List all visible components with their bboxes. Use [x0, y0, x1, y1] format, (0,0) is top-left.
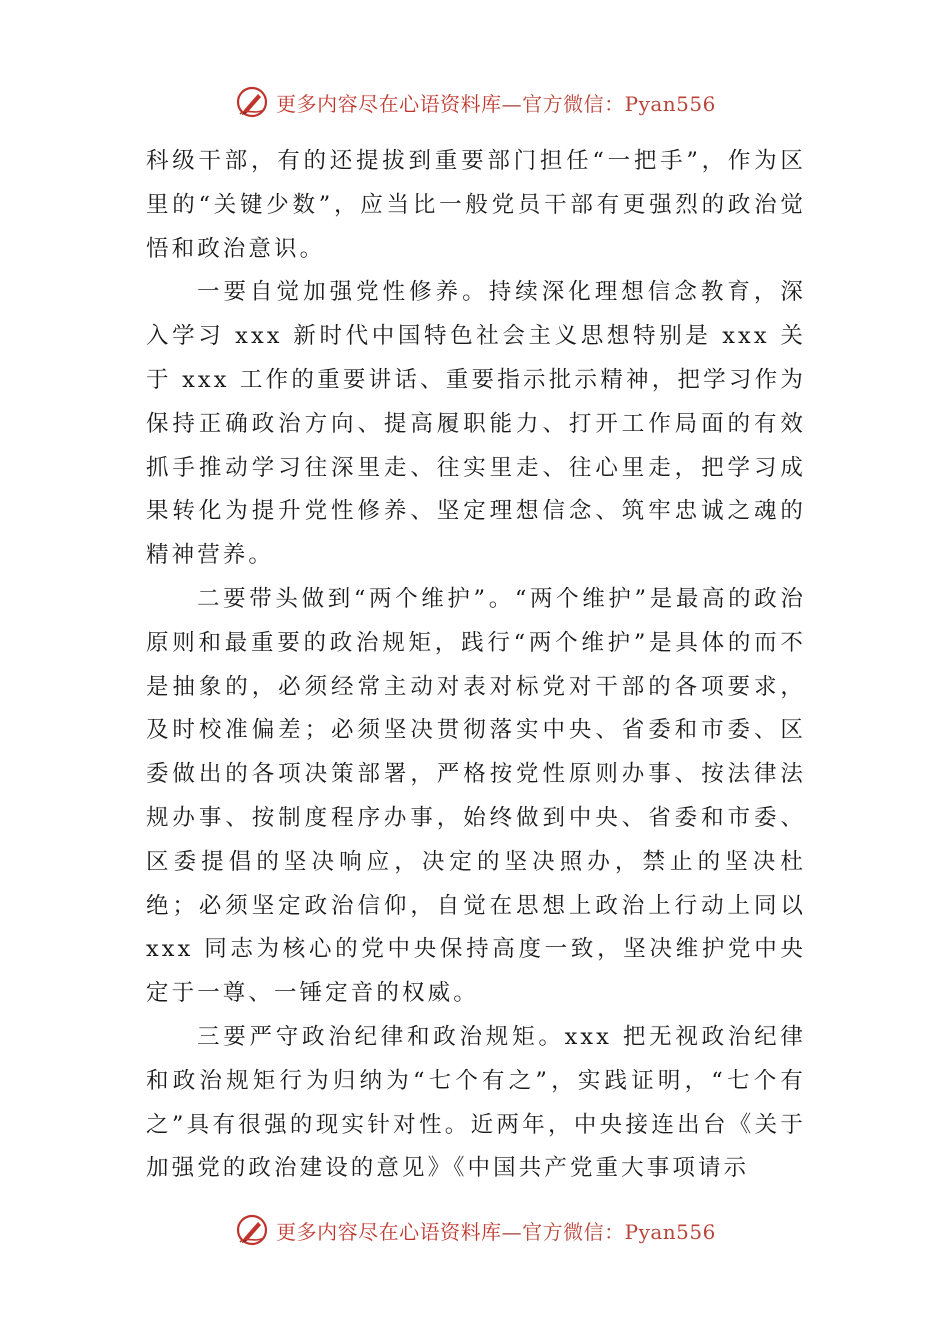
document-body [146, 140, 806, 1191]
header-banner-title: 更多内容尽在心语资料库 [276, 91, 502, 116]
paragraph-party-spirit: 一要自觉加强党性修养。持续深化理想信念教育，深入学习 xxx 新时代中国特色社会主义思想特别是 xxx 关于 xxx 工作的重要讲话、重要指示批示精神，把学习作为保持正确政治方向、提高履职能力、打开工作局面的有效抓手推动学习往深里走、往实里走、往心里走，把学习成果转化为提升党性修养、坚定理想信念、筑牢忠诚之魂的精神营养。 [146, 279, 806, 569]
footer-banner-wechat-id: Pyan556 [624, 1219, 716, 1244]
footer-banner-wechat-label: 官方微信： [522, 1219, 625, 1244]
header-banner-text [276, 88, 716, 117]
paragraph-continuation: 科级干部，有的还提拔到重要部门担任“一把手”，作为区里的“关键少数”，应当比一般党员干部有更强烈的政治觉悟和政治意识。 [146, 148, 806, 262]
header-banner-wechat-label: 官方微信： [522, 91, 625, 116]
paragraph-political-discipline: 三要严守政治纪律和政治规矩。xxx 把无视政治纪律和政治规矩行为归纳为“七个有之”，实践证明，“七个有之”具有很强的现实针对性。近两年，中央接连出台《关于加强党的政治建设的意见》《中国共产党重大事项请示 [146, 1023, 806, 1182]
footer-banner-separator: — [501, 1219, 523, 1244]
footer-banner-text [276, 1216, 716, 1245]
pen-logo-icon [234, 1212, 270, 1248]
header-banner [0, 80, 950, 124]
footer-banner [0, 1208, 950, 1252]
paragraph-two-safeguards: 二要带头做到“两个维护”。“两个维护”是最高的政治原则和最重要的政治规矩，践行“两个维护”是具体的而不是抽象的，必须经常主动对表对标党对干部的各项要求，及时校准偏差；必须坚决贯彻落实中央、省委和市委、区委做出的各项决策部署，严格按党性原则办事、按法律法规办事、按制度程序办事，始终做到中央、省委和市委、区委提倡的坚决响应，决定的坚决照办，禁止的坚决杜绝；必须坚定政治信仰，自觉在思想上政治上行动上同以 xxx 同志为核心的党中央保持高度一致，坚决维护党中央定于一尊、一锤定音的权威。 [146, 585, 806, 1007]
header-banner-wechat-id: Pyan556 [624, 91, 716, 116]
pen-logo-icon [234, 84, 270, 120]
header-banner-separator: — [501, 91, 523, 116]
footer-banner-title: 更多内容尽在心语资料库 [276, 1219, 502, 1244]
